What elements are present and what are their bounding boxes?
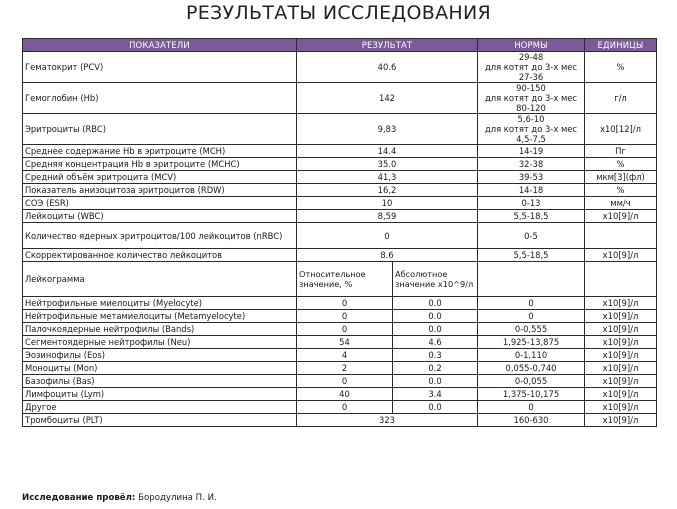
row-name: Другое [23,401,297,414]
table-row [23,388,657,401]
row-result: 323 [297,414,478,427]
norm-line: 90-150 [516,83,546,93]
row-relative: 4 [297,349,393,362]
row-name: Сегментоядерные нейтрофилы (Neu) [23,336,297,349]
row-name: Тромбоциты (PLT) [23,414,297,427]
row-unit: х10[9]/л [585,401,657,414]
norm-line: 80-120 [516,103,546,113]
row-norm: 0-1,110 [478,349,585,362]
row-unit: х10[9]/л [585,249,657,262]
row-norm: 0-0,555 [478,323,585,336]
row-norm: 0-5 [478,223,585,249]
table-header-row [23,39,657,52]
row-norm: 1,925-13,875 [478,336,585,349]
norm-line: для котят до 3-х мес [484,124,578,134]
header-norms: НОРМЫ [478,39,585,52]
row-unit: х10[9]/л [585,375,657,388]
row-unit: х10[9]/л [585,349,657,362]
results-table [22,38,657,427]
norm-line: 5,6-10 [517,114,545,124]
table-row [23,336,657,349]
row-name: СОЭ (ESR) [23,197,297,210]
leukogram-header-row [23,262,657,297]
row-unit: х10[9]/л [585,323,657,336]
table-row [23,401,657,414]
row-name: Показатель анизоцитоза эритроцитов (RDW) [23,184,297,197]
row-unit: х10[9]/л [585,310,657,323]
row-absolute: 0.0 [393,401,478,414]
row-unit: х10[9]/л [585,336,657,349]
row-norm: 5,5-18,5 [478,249,585,262]
row-norm: 14-18 [478,184,585,197]
table-row [23,145,657,158]
header-units: ЕДИНИЦЫ [585,39,657,52]
row-result: 142 [297,83,478,114]
absolute-value-header: Абсолютное значение х10^9/л [393,262,478,297]
row-unit: х10[9]/л [585,297,657,310]
row-result: 16,2 [297,184,478,197]
row-name: Среднее содержание Hb в эритроците (MCH) [23,145,297,158]
row-norm: 0-13 [478,197,585,210]
row-norm: 32-38 [478,158,585,171]
norm-line: для котят до 3-х мес [484,62,578,72]
table-row [23,83,657,114]
row-unit: % [585,184,657,197]
row-absolute: 4.6 [393,336,478,349]
header-indicators: ПОКАЗАТЕЛИ [23,39,297,52]
table-row [23,158,657,171]
row-absolute: 0.3 [393,349,478,362]
row-norm: 5,5-18,5 [478,210,585,223]
norm-line: 4,5-7,5 [516,134,546,144]
row-result: 40.6 [297,52,478,83]
table-row [23,362,657,375]
row-unit: х10[12]/л [585,114,657,145]
table-row [23,249,657,262]
row-result: 9,83 [297,114,478,145]
page-title: РЕЗУЛЬТАТЫ ИССЛЕДОВАНИЯ [185,2,492,24]
row-name: Палочкоядерные нейтрофилы (Bands) [23,323,297,336]
row-name: Эозинофилы (Eos) [23,349,297,362]
table-row [23,52,657,83]
table-row [23,223,657,249]
row-name: Гемоглобин (Hb) [23,83,297,114]
row-unit: х10[9]/л [585,388,657,401]
table-row [23,297,657,310]
table-row [23,349,657,362]
row-absolute: 3.4 [393,388,478,401]
row-norm: 160-630 [478,414,585,427]
row-norm: 1,375-10,175 [478,388,585,401]
table-row [23,197,657,210]
row-absolute: 0.0 [393,297,478,310]
row-name: Средняя концентрация Hb в эритроците (MCHC) [23,158,297,171]
row-result: 0 [297,223,478,249]
row-norm: 14-19 [478,145,585,158]
row-unit: % [585,52,657,83]
row-name: Лимфоциты (Lym) [23,388,297,401]
norm-line: 29-48 [518,52,544,62]
row-result: 41,3 [297,171,478,184]
row-name: Нейтрофильные миелоциты (Myelocyte) [23,297,297,310]
row-relative: 40 [297,388,393,401]
row-name: Эритроциты (RBC) [23,114,297,145]
row-norm: 0 [478,297,585,310]
row-result: 35.0 [297,158,478,171]
row-absolute: 0.0 [393,375,478,388]
row-name: Гематокрит (PCV) [23,52,297,83]
row-norm: 0-0,055 [478,375,585,388]
leukogram-norm-empty [478,262,585,297]
row-name: Скорректированное количество лейкоцитов [23,249,297,262]
row-norm: 0 [478,310,585,323]
row-relative: 0 [297,401,393,414]
row-name: Нейтрофильные метамиелоциты (Metamyelocyte) [23,310,297,323]
table-row [23,210,657,223]
row-unit: мм/ч [585,197,657,210]
row-result: 8.6 [297,249,478,262]
row-relative: 2 [297,362,393,375]
row-unit: мкм[3](фл) [585,171,657,184]
row-norm: 39-53 [478,171,585,184]
row-norm [478,52,585,83]
table-row [23,310,657,323]
row-norm [478,114,585,145]
row-unit [585,223,657,249]
row-relative: 54 [297,336,393,349]
row-result: 8,59 [297,210,478,223]
row-unit: х10[9]/л [585,362,657,375]
leukogram-unit-empty [585,262,657,297]
row-relative: 0 [297,310,393,323]
row-relative: 0 [297,297,393,310]
table-row [23,184,657,197]
table-row [23,171,657,184]
row-name: Средний объём эритроцита (MCV) [23,171,297,184]
row-unit: г/л [585,83,657,114]
footer-label: Исследование провёл: [22,493,136,503]
row-absolute: 0.0 [393,323,478,336]
table-row [23,375,657,388]
row-absolute: 0.2 [393,362,478,375]
footer-value: Бородулина П. И. [138,493,217,503]
row-absolute: 0.0 [393,310,478,323]
table-row [23,323,657,336]
norm-line: 27-36 [518,72,544,82]
row-norm: 0 [478,401,585,414]
row-unit: х10[9]/л [585,414,657,427]
header-result: РЕЗУЛЬТАТ [297,39,478,52]
row-result: 14.4 [297,145,478,158]
row-norm: 0,055-0,740 [478,362,585,375]
row-relative: 0 [297,375,393,388]
row-unit: х10[9]/л [585,210,657,223]
leukogram-label: Лейкограмма [23,262,297,297]
row-unit: Пг [585,145,657,158]
footer [22,493,217,503]
row-relative: 0 [297,323,393,336]
row-result: 10 [297,197,478,210]
row-name: Моноциты (Mon) [23,362,297,375]
table-row-platelets [23,414,657,427]
row-name: Лейкоциты (WBC) [23,210,297,223]
row-name: Количество ядерных эритроцитов/100 лейкоцитов (nRBC) [23,223,297,249]
row-name: Базофилы (Bas) [23,375,297,388]
table-row [23,114,657,145]
row-unit: % [585,158,657,171]
norm-line: для котят до 3-х мес [484,93,578,103]
row-norm [478,83,585,114]
relative-value-header: Относительное значение, % [297,262,393,297]
